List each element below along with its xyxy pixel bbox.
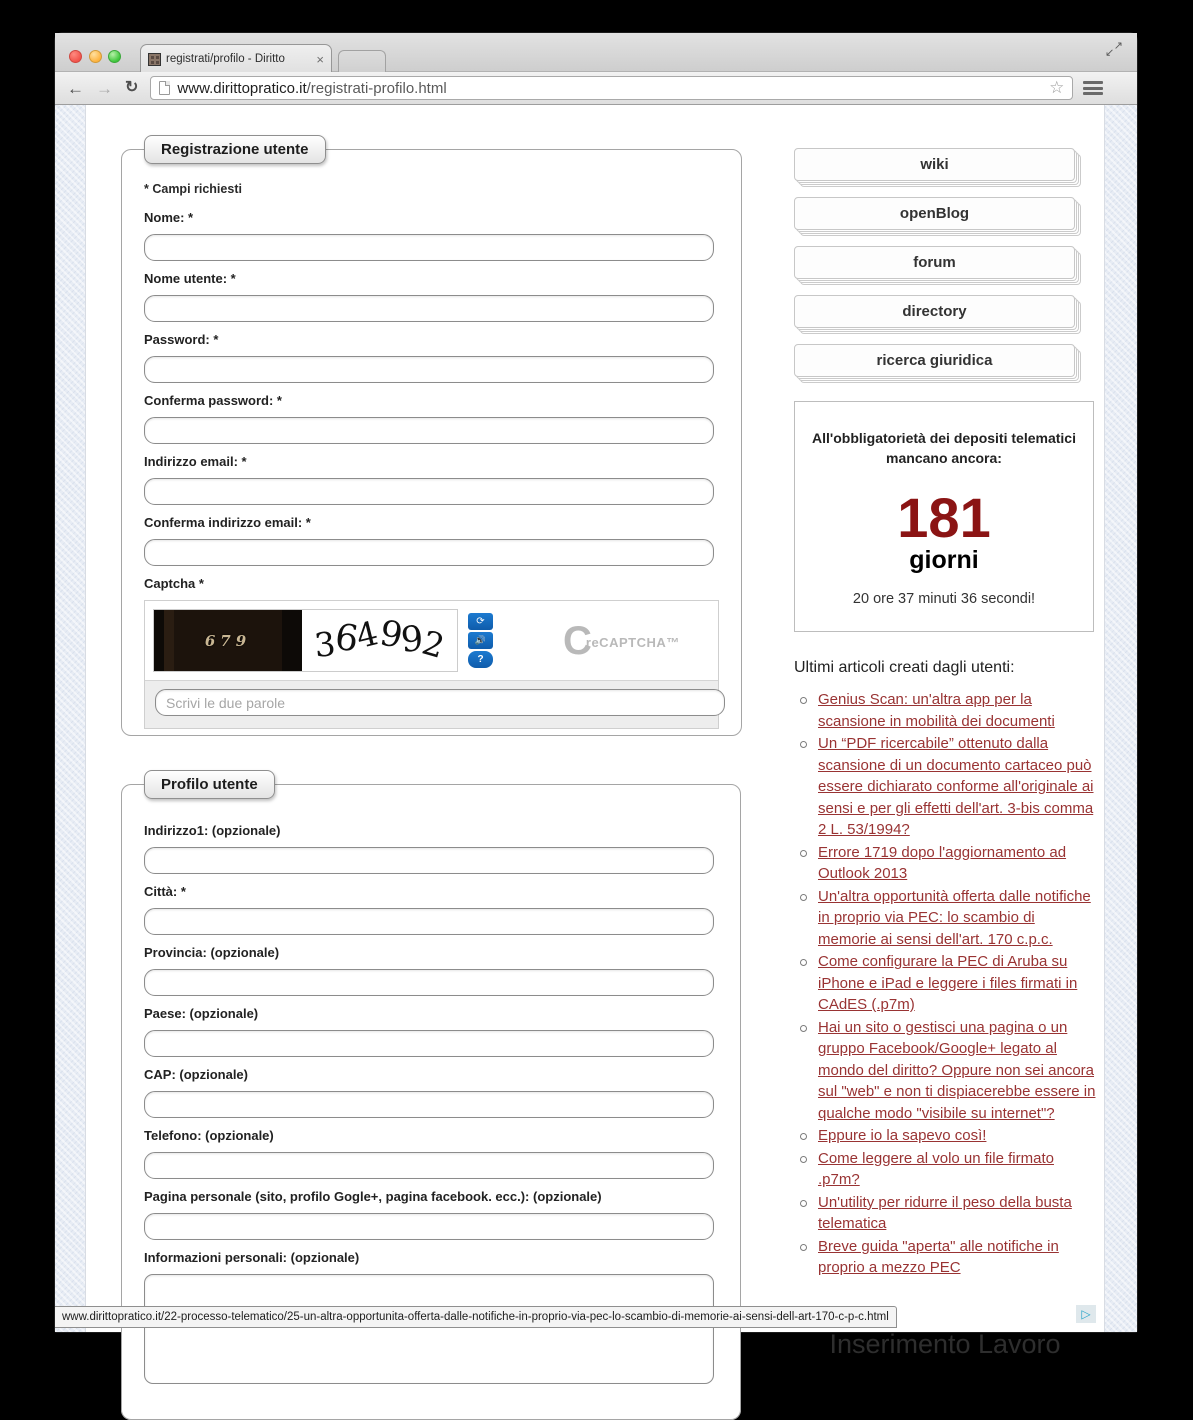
sidebar-button-wiki[interactable]: wiki bbox=[794, 148, 1075, 181]
nome-utente-label: Nome utente: * bbox=[144, 271, 236, 286]
articles-heading: Ultimi articoli creati dagli utenti: bbox=[794, 659, 1015, 676]
new-tab-button[interactable] bbox=[338, 50, 386, 72]
registration-fieldset bbox=[121, 135, 742, 736]
email-input[interactable] bbox=[144, 478, 714, 505]
tab-favicon-icon bbox=[148, 53, 161, 66]
captcha-images bbox=[153, 609, 458, 672]
url-path: /registrati-profilo.html bbox=[306, 79, 447, 97]
recaptcha-logo: C reCAPTCHA™ bbox=[563, 618, 680, 663]
article-link[interactable]: Un “PDF ricercabile” ottenuto dalla scansione di un documento cartaceo può essere dichiarato conforme all'originale ai sensi e per gli effetti dell'art. 3-bis comma 2 L. 53/1994? bbox=[818, 735, 1094, 838]
captcha-help-icon[interactable]: ? bbox=[468, 651, 493, 668]
nome-utente-input[interactable] bbox=[144, 295, 714, 322]
countdown-line1: All'obbligatorietà dei depositi telematici bbox=[812, 430, 1076, 446]
citta-input[interactable] bbox=[144, 908, 714, 935]
article-item bbox=[794, 1236, 1096, 1279]
field-email bbox=[144, 454, 719, 505]
menu-icon[interactable] bbox=[1083, 81, 1103, 95]
article-item bbox=[794, 886, 1096, 951]
article-link[interactable]: Un'altra opportunità offerta dalle notifiche in proprio via PEC: lo scambio di memorie ai sensi dell'art. 170 c.p.c. bbox=[818, 887, 1091, 948]
informazioni-label: Informazioni personali: (opzionale) bbox=[144, 1250, 360, 1265]
nome-input[interactable] bbox=[144, 234, 714, 261]
cap-label: CAP: (opzionale) bbox=[144, 1067, 248, 1082]
provincia-input[interactable] bbox=[144, 969, 714, 996]
ad-heading: Inserimento Lavoro bbox=[829, 1328, 1061, 1359]
field-captcha bbox=[144, 576, 719, 729]
indirizzo1-label: Indirizzo1: (opzionale) bbox=[144, 823, 281, 838]
cap-input[interactable] bbox=[144, 1091, 714, 1118]
captcha-photo-image: 679 bbox=[154, 610, 302, 671]
countdown-box bbox=[794, 401, 1094, 632]
telefono-input[interactable] bbox=[144, 1152, 714, 1179]
article-item bbox=[794, 842, 1096, 885]
sidebar-button-forum[interactable]: forum bbox=[794, 246, 1075, 279]
article-item bbox=[794, 1125, 1096, 1147]
required-fields-note: * Campi richiesti bbox=[144, 182, 242, 196]
conferma-email-input[interactable] bbox=[144, 539, 714, 566]
url-text[interactable] bbox=[177, 80, 446, 97]
telefono-label: Telefono: (opzionale) bbox=[144, 1128, 274, 1143]
forward-icon[interactable]: → bbox=[96, 78, 113, 98]
captcha-distorted-image: 3 6 4 9 9 2 bbox=[312, 612, 449, 666]
password-input[interactable] bbox=[144, 356, 714, 383]
tab-title: registrati/profilo - Diritto bbox=[166, 53, 285, 65]
captcha-label: Captcha * bbox=[144, 576, 204, 591]
article-link[interactable]: Hai un sito o gestisci una pagina o un gruppo Facebook/Google+ legato al mondo del diritto? Oppure non sei ancora sul "web" e non ti dispiacerebbe essere in qualche modo "visibile su internet"? bbox=[818, 1018, 1096, 1122]
status-bar bbox=[55, 1306, 897, 1328]
sidebar-button-ricerca-giuridica[interactable]: ricerca giuridica bbox=[794, 344, 1075, 377]
tab-close-icon[interactable]: × bbox=[316, 51, 324, 67]
field-password bbox=[144, 332, 719, 383]
article-item bbox=[794, 689, 1096, 732]
conferma-password-label: Conferma password: * bbox=[144, 393, 282, 408]
article-item bbox=[794, 1017, 1096, 1125]
captcha-widget bbox=[144, 600, 719, 729]
article-link[interactable]: Come configurare la PEC di Aruba su iPhone e iPad e leggere i files firmati in CAdES (.p7m) bbox=[818, 953, 1078, 1013]
browser-tab[interactable] bbox=[140, 44, 332, 73]
status-url: www.dirittopratico.it/22-processo-telematico/25-un-altra-opportunita-offerta-dalle-notifiche-in-proprio-via-pec-lo-scambio-di-memorie-ai-sensi-dell-art-170-c-p-c.html bbox=[62, 1311, 889, 1323]
provincia-label: Provincia: (opzionale) bbox=[144, 945, 280, 960]
countdown-number: 181 bbox=[897, 486, 991, 549]
articles-list bbox=[794, 689, 1096, 1279]
registration-legend: Registrazione utente bbox=[144, 135, 326, 164]
article-item bbox=[794, 733, 1096, 841]
field-pagina-personale bbox=[144, 1189, 718, 1240]
sidebar bbox=[794, 148, 1096, 1360]
field-cap bbox=[144, 1067, 718, 1118]
conferma-password-input[interactable] bbox=[144, 417, 714, 444]
captcha-buttons bbox=[468, 613, 493, 668]
field-paese bbox=[144, 1006, 718, 1057]
page-background bbox=[55, 105, 1137, 1359]
sidebar-button-openblog[interactable]: openBlog bbox=[794, 197, 1075, 230]
address-bar[interactable] bbox=[150, 76, 1073, 100]
back-icon[interactable]: ← bbox=[67, 78, 84, 98]
paese-label: Paese: (opzionale) bbox=[144, 1006, 259, 1021]
article-link[interactable]: Un'utility per ridurre il peso della busta telematica bbox=[818, 1193, 1072, 1232]
conferma-email-label: Conferma indirizzo email: * bbox=[144, 515, 311, 530]
pagina-personale-label: Pagina personale (sito, profilo Gogle+, pagina facebook. ecc.): (opzionale) bbox=[144, 1189, 602, 1204]
field-provincia bbox=[144, 945, 718, 996]
field-nome bbox=[144, 210, 719, 261]
article-link[interactable]: Genius Scan: un'altra app per la scansione in mobilità dei documenti bbox=[818, 691, 1055, 730]
close-window-button[interactable] bbox=[69, 50, 82, 63]
article-link[interactable]: Eppure io la sapevo così! bbox=[818, 1127, 987, 1144]
page-body bbox=[85, 105, 1105, 1359]
article-link[interactable]: Breve guida "aperta" alle notifiche in proprio a mezzo PEC bbox=[818, 1237, 1059, 1276]
tab-strip bbox=[55, 33, 1137, 72]
captcha-refresh-icon[interactable]: ⟳ bbox=[468, 613, 493, 630]
reload-icon[interactable]: ↻ bbox=[125, 79, 139, 96]
countdown-line2: mancano ancora: bbox=[886, 450, 1002, 466]
countdown-unit: giorni bbox=[909, 546, 979, 574]
bookmark-star-icon[interactable]: ☆ bbox=[1049, 78, 1065, 97]
indirizzo1-input[interactable] bbox=[144, 847, 714, 874]
password-label: Password: * bbox=[144, 332, 219, 347]
article-link[interactable]: Errore 1719 dopo l'aggiornamento ad Outlook 2013 bbox=[818, 843, 1067, 882]
field-conferma-email bbox=[144, 515, 719, 566]
browser-toolbar bbox=[55, 72, 1137, 105]
nome-label: Nome: * bbox=[144, 210, 194, 225]
email-label: Indirizzo email: * bbox=[144, 454, 247, 469]
field-telefono bbox=[144, 1128, 718, 1179]
paese-input[interactable] bbox=[144, 1030, 714, 1057]
article-link[interactable]: Come leggere al volo un file firmato .p7m? bbox=[818, 1149, 1054, 1188]
profile-legend: Profilo utente bbox=[144, 770, 275, 799]
minimize-window-button[interactable] bbox=[89, 50, 102, 63]
field-nome-utente bbox=[144, 271, 719, 322]
page-icon bbox=[159, 81, 170, 95]
adchoices-icon[interactable]: ▷ bbox=[1076, 1305, 1096, 1323]
zoom-window-button[interactable] bbox=[108, 50, 121, 63]
field-indirizzo1 bbox=[144, 823, 718, 874]
fullscreen-icon[interactable]: ↗ ↙ bbox=[1105, 40, 1123, 59]
captcha-audio-icon[interactable]: 🔊 bbox=[468, 632, 493, 649]
article-item bbox=[794, 1192, 1096, 1235]
citta-label: Città: * bbox=[144, 884, 186, 899]
sidebar-button-directory[interactable]: directory bbox=[794, 295, 1075, 328]
article-item bbox=[794, 1148, 1096, 1191]
field-citta bbox=[144, 884, 718, 935]
informazioni-textarea[interactable] bbox=[144, 1274, 714, 1384]
browser-window bbox=[55, 33, 1137, 1359]
field-conferma-password bbox=[144, 393, 719, 444]
captcha-input[interactable] bbox=[155, 689, 725, 716]
article-item bbox=[794, 951, 1096, 1016]
pagina-personale-input[interactable] bbox=[144, 1213, 714, 1240]
url-domain: www.dirittopratico.it bbox=[177, 79, 307, 97]
countdown-time: 20 ore 37 minuti 36 secondi! bbox=[852, 591, 1036, 607]
